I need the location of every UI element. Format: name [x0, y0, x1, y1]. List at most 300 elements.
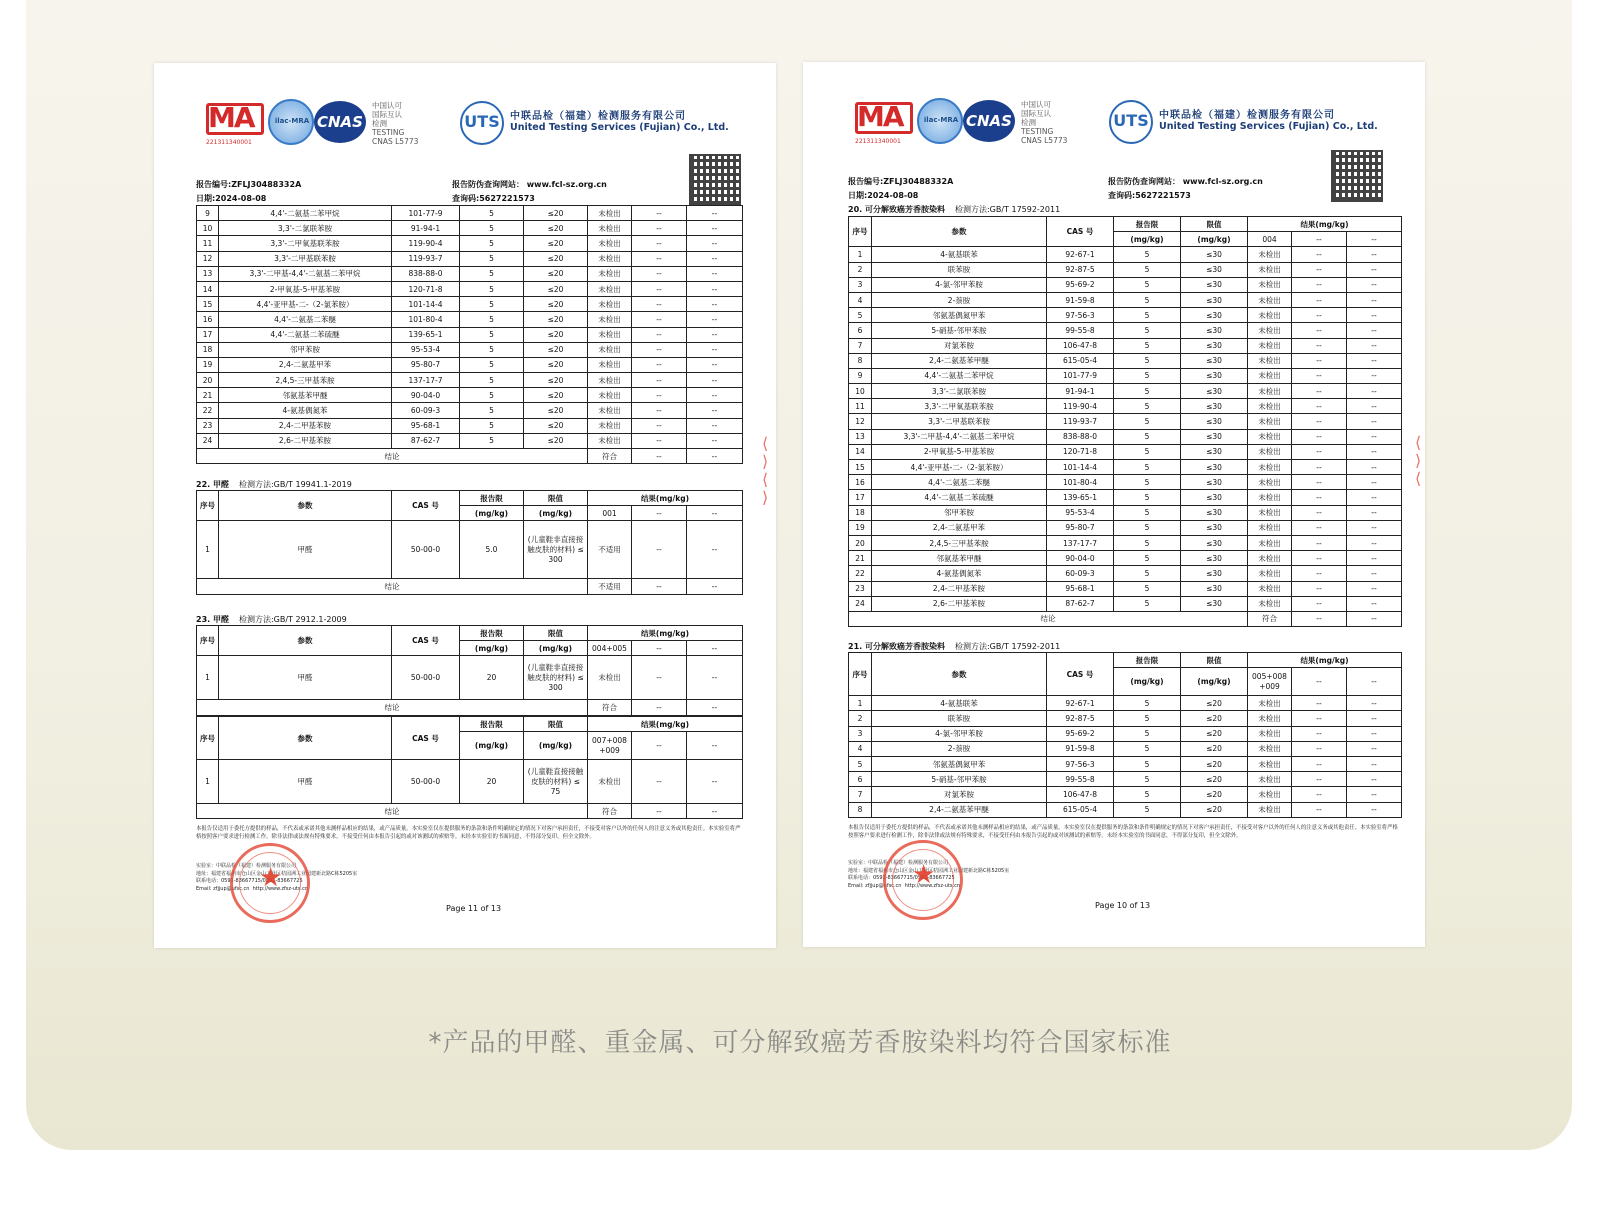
- table-cell: --: [687, 373, 743, 388]
- table-cell: --: [1292, 505, 1347, 520]
- test-report-page-11: [154, 63, 776, 948]
- table-cell: 5: [460, 433, 524, 448]
- table-cell: 18: [197, 342, 219, 357]
- cma-logo: MA 221311340001: [855, 100, 913, 140]
- table-cell: 5: [1114, 490, 1181, 505]
- table-cell: ≤30: [1181, 368, 1248, 383]
- table-cell: 4,4'-亚甲基-二-（2-氯苯胺）: [872, 460, 1047, 475]
- table-cell: ≤30: [1181, 262, 1248, 277]
- table-cell: --: [687, 403, 743, 418]
- table-cell: --: [632, 297, 687, 312]
- table-cell: 5: [460, 403, 524, 418]
- table-cell: ≤20: [524, 251, 588, 266]
- company-name-en: United Testing Services (Fujian) Co., Ltd.: [510, 122, 729, 133]
- table-cell: 5: [460, 312, 524, 327]
- table-cell: 5: [1114, 399, 1181, 414]
- table-cell: 4,4'-二氨基二苯硫醚: [219, 327, 392, 342]
- table-cell: 5: [460, 418, 524, 433]
- table-cell: 3,3'-二甲基-4,4'-二氨基二苯甲烷: [872, 429, 1047, 444]
- table-row: [197, 266, 743, 281]
- table-cell: 92-87-5: [1047, 262, 1114, 277]
- amine-results-table-continued: [196, 205, 743, 464]
- table-cell: ≤30: [1181, 520, 1248, 535]
- table-cell: 17: [849, 490, 872, 505]
- table-cell: 24: [849, 596, 872, 611]
- table-cell: --: [1347, 711, 1402, 726]
- qr-code: [1331, 150, 1383, 202]
- table-cell: 7: [849, 338, 872, 353]
- table-cell: 4,4'-二氨基二苯醚: [219, 312, 392, 327]
- table-cell: --: [1347, 756, 1402, 771]
- table-cell: 5: [1114, 551, 1181, 566]
- section-21-title: 21. 可分解致癌芳香胺染料 检测方法:GB/T 17592-2011: [848, 642, 1061, 651]
- table-cell: ≤20: [524, 266, 588, 281]
- table-cell: 未检出: [1248, 696, 1292, 711]
- table-cell: --: [632, 206, 687, 221]
- table-cell: 5: [460, 342, 524, 357]
- table-cell: --: [1347, 475, 1402, 490]
- table-cell: ≤30: [1181, 247, 1248, 262]
- table-cell: 106-47-8: [1047, 787, 1114, 802]
- table-cell: 95-69-2: [1047, 277, 1114, 292]
- table-cell: --: [1292, 596, 1347, 611]
- table-row: [849, 353, 1402, 368]
- table-cell: --: [1347, 247, 1402, 262]
- table-cell: --: [687, 388, 743, 403]
- table-cell: 7: [849, 787, 872, 802]
- table-cell: 10: [197, 221, 219, 236]
- table-cell: --: [1292, 726, 1347, 741]
- table-cell: --: [1347, 611, 1402, 626]
- table-cell: ≤30: [1181, 399, 1248, 414]
- table-cell: 未检出: [1248, 756, 1292, 771]
- table-row: [197, 297, 743, 312]
- table-row: [849, 756, 1402, 771]
- table-cell: 87-62-7: [392, 433, 460, 448]
- table-cell: 60-09-3: [392, 403, 460, 418]
- conclusion-value: 符合: [588, 449, 632, 464]
- table-cell: 9: [849, 368, 872, 383]
- table-cell: 119-93-7: [392, 251, 460, 266]
- table-cell: 未检出: [588, 236, 632, 251]
- table-cell: 5: [460, 357, 524, 372]
- table-cell: --: [632, 327, 687, 342]
- table-cell: 未检出: [1248, 460, 1292, 475]
- table-cell: 未检出: [1248, 535, 1292, 550]
- table-cell: 4,4'-二氨基二苯甲烷: [872, 368, 1047, 383]
- table-cell: 16: [849, 475, 872, 490]
- table-cell: 未检出: [588, 251, 632, 266]
- table-cell: ≤30: [1181, 384, 1248, 399]
- table-row: [849, 262, 1402, 277]
- table-cell: --: [687, 357, 743, 372]
- table-cell: 20: [197, 373, 219, 388]
- table-cell: 4-氨基偶氮苯: [219, 403, 392, 418]
- table-row: [849, 323, 1402, 338]
- table-cell: 139-65-1: [392, 327, 460, 342]
- table-cell: 95-80-7: [392, 357, 460, 372]
- table-cell: --: [1292, 292, 1347, 307]
- table-cell: 21: [197, 388, 219, 403]
- table-cell: 未检出: [1248, 772, 1292, 787]
- table-cell: 16: [197, 312, 219, 327]
- table-cell: --: [632, 221, 687, 236]
- uts-logo: UTS: [460, 101, 504, 145]
- table-cell: ≤20: [524, 357, 588, 372]
- report-disclaimer: 本报告仅适用于委托方提供的样品，不代表或承诺其他未测样品相应的结果，或产品质量。本实验室仅在提供服务的条款和条件明确规定的情况下对客户承担责任，不接受对客户以外的任何人的注意义务或其他责任。本实验室将严格按照客户要求进行检测工作，除非法律或法规有特殊要求，不接受任何由本报告引起的或对该测试的索赔等。未经本实验室的书面同意，不得部分复印，但全文除外。: [848, 825, 1398, 839]
- table-row: [849, 596, 1402, 611]
- table-cell: --: [1347, 802, 1402, 817]
- table-cell: 11: [849, 399, 872, 414]
- table-cell: 3,3'-二甲氧基联苯胺: [872, 399, 1047, 414]
- table-cell: ≤20: [524, 312, 588, 327]
- table-cell: 未检出: [1248, 566, 1292, 581]
- table-cell: 5: [1114, 802, 1181, 817]
- table-cell: 8: [849, 802, 872, 817]
- table-cell: --: [1292, 787, 1347, 802]
- section-22-title: 22. 甲醛 检测方法:GB/T 19941.1-2019: [196, 480, 352, 489]
- table-row: [197, 206, 743, 221]
- table-cell: --: [687, 433, 743, 448]
- report-header-logos: [855, 98, 1395, 153]
- table-cell: --: [1347, 429, 1402, 444]
- table-row: [197, 251, 743, 266]
- table-cell: 3,3'-二氯联苯胺: [872, 384, 1047, 399]
- table-cell: 邻氨基偶氮甲苯: [872, 756, 1047, 771]
- table-cell: 24: [197, 433, 219, 448]
- table-cell: 5: [1114, 696, 1181, 711]
- table-cell: 615-05-4: [1047, 353, 1114, 368]
- table-cell: --: [1347, 741, 1402, 756]
- verify-site: 报告防伪查询网站： www.fcl-sz.org.cn: [1108, 177, 1263, 186]
- table-cell: --: [1292, 611, 1347, 626]
- table-cell: 99-55-8: [1047, 323, 1114, 338]
- table-cell: 13: [197, 266, 219, 281]
- table-cell: --: [687, 327, 743, 342]
- table-cell: 22: [849, 566, 872, 581]
- table-cell: 未检出: [1248, 711, 1292, 726]
- table-cell: 5: [1114, 277, 1181, 292]
- report-disclaimer: 本报告仅适用于委托方提供的样品，不代表或承诺其他未测样品相应的结果，或产品质量。本实验室仅在提供服务的条款和条件明确规定的情况下对客户承担责任，不接受对客户以外的任何人的注意义务或其他责任。本实验室将严格按照客户要求进行检测工作，除非法律或法规有特殊要求，不接受任何由本报告引起的或对该测试的索赔等。未经本实验室的书面同意，不得部分复印，但全文除外。: [196, 826, 741, 840]
- table-cell: --: [687, 251, 743, 266]
- table-cell: ≤20: [1181, 756, 1248, 771]
- table-cell: 未检出: [1248, 741, 1292, 756]
- table-cell: 未检出: [588, 312, 632, 327]
- table-cell: --: [687, 236, 743, 251]
- table-cell: 17: [197, 327, 219, 342]
- company-name-cn: 中联品检（福建）检测服务有限公司: [510, 111, 686, 122]
- table-cell: 95-69-2: [1047, 726, 1114, 741]
- table-cell: --: [687, 342, 743, 357]
- table-cell: 97-56-3: [1047, 756, 1114, 771]
- table-cell: 5: [1114, 338, 1181, 353]
- table-cell: 未检出: [588, 327, 632, 342]
- table-cell: 5: [1114, 262, 1181, 277]
- table-cell: 5: [1114, 368, 1181, 383]
- table-cell: 5: [1114, 711, 1181, 726]
- table-cell: 未检出: [588, 403, 632, 418]
- table-cell: 615-05-4: [1047, 802, 1114, 817]
- table-cell: --: [1347, 696, 1402, 711]
- table-cell: ≤20: [524, 281, 588, 296]
- table-row: [849, 505, 1402, 520]
- table-cell: --: [632, 388, 687, 403]
- table-cell: 119-93-7: [1047, 414, 1114, 429]
- table-cell: --: [687, 281, 743, 296]
- cnas-caption: 中国认可 国际互认 检测 TESTING CNAS L5773: [1021, 100, 1068, 145]
- table-cell: --: [632, 251, 687, 266]
- conclusion-row: [197, 449, 743, 464]
- table-cell: 未检出: [1248, 338, 1292, 353]
- table-cell: 2-甲氧基-5-甲基苯胺: [872, 444, 1047, 459]
- table-cell: --: [1292, 802, 1347, 817]
- edge-seal-stamp: ⟨ ⟩ ⟨ ⟩: [762, 434, 769, 507]
- table-cell: 5: [460, 221, 524, 236]
- table-cell: ≤20: [1181, 772, 1248, 787]
- table-row: [849, 551, 1402, 566]
- table-cell: 19: [849, 520, 872, 535]
- table-cell: --: [1347, 308, 1402, 323]
- table-cell: 10: [849, 384, 872, 399]
- table-cell: --: [1347, 566, 1402, 581]
- table-cell: 5: [1114, 353, 1181, 368]
- table-cell: --: [1292, 551, 1347, 566]
- table-cell: 5: [1114, 787, 1181, 802]
- table-cell: --: [1292, 711, 1347, 726]
- table-cell: --: [1292, 475, 1347, 490]
- report-number: 报告编号:ZFLJ30488332A: [848, 177, 954, 186]
- verify-site: 报告防伪查询网站： www.fcl-sz.org.cn: [452, 180, 607, 189]
- table-cell: 5: [460, 281, 524, 296]
- table-cell: 5: [460, 206, 524, 221]
- table-cell: 106-47-8: [1047, 338, 1114, 353]
- table-cell: ≤30: [1181, 581, 1248, 596]
- table-cell: 5: [460, 327, 524, 342]
- table-cell: 2,4-二甲基苯胺: [872, 581, 1047, 596]
- table-cell: ≤30: [1181, 277, 1248, 292]
- table-cell: --: [687, 206, 743, 221]
- table-cell: --: [1292, 696, 1347, 711]
- table-cell: --: [1292, 520, 1347, 535]
- table-cell: 4-氯-邻甲苯胺: [872, 277, 1047, 292]
- table-cell: --: [632, 449, 687, 464]
- table-cell: 92-67-1: [1047, 247, 1114, 262]
- table-cell: --: [1292, 460, 1347, 475]
- table-cell: ≤30: [1181, 460, 1248, 475]
- table-cell: ≤20: [524, 297, 588, 312]
- table-cell: 91-59-8: [1047, 292, 1114, 307]
- table-cell: 101-14-4: [392, 297, 460, 312]
- table-cell: 14: [849, 444, 872, 459]
- table-row: [197, 433, 743, 448]
- table-cell: 未检出: [588, 373, 632, 388]
- table-cell: 90-04-0: [1047, 551, 1114, 566]
- table-cell: ≤30: [1181, 566, 1248, 581]
- table-cell: 101-14-4: [1047, 460, 1114, 475]
- table-cell: 5: [1114, 772, 1181, 787]
- table-cell: 未检出: [1248, 444, 1292, 459]
- table-row: [849, 277, 1402, 292]
- table-cell: 5: [849, 756, 872, 771]
- table-cell: 2,4-二甲基苯胺: [219, 418, 392, 433]
- qr-code: [689, 154, 741, 206]
- table-cell: ≤20: [1181, 741, 1248, 756]
- lab-address: 实验室：中联品检（福建）检测服务有限公司 地址：福建省福州市仓山区金山工业区桔园洲工业园建新北路C栋5205室 联系电话：0591-83667715/0591-83667725 Email: zfjjup@ufsc.cn http://www.zfsz-uts.cn: [848, 860, 1010, 889]
- table-cell: 2: [849, 262, 872, 277]
- table-cell: --: [1347, 353, 1402, 368]
- table-cell: 8: [849, 353, 872, 368]
- table-cell: 5: [849, 308, 872, 323]
- table-cell: 9: [197, 206, 219, 221]
- table-row: [197, 357, 743, 372]
- table-cell: 20: [849, 535, 872, 550]
- table-cell: 2,4,5-三甲基苯胺: [872, 535, 1047, 550]
- table-cell: --: [1347, 726, 1402, 741]
- conclusion-row: [849, 611, 1402, 626]
- table-row: [197, 236, 743, 251]
- table-cell: --: [1292, 384, 1347, 399]
- table-cell: ≤20: [1181, 802, 1248, 817]
- table-cell: 5: [1114, 414, 1181, 429]
- compliance-caption: *产品的甲醛、重金属、可分解致癌芳香胺染料均符合国家标准: [428, 1028, 1172, 1058]
- table-cell: 4,4'-亚甲基-二-（2-氯苯胺）: [219, 297, 392, 312]
- table-cell: 19: [197, 357, 219, 372]
- table-cell: 15: [849, 460, 872, 475]
- table-cell: --: [1292, 581, 1347, 596]
- table-cell: 15: [197, 297, 219, 312]
- table-cell: --: [632, 266, 687, 281]
- table-cell: 5: [460, 373, 524, 388]
- table-cell: --: [632, 312, 687, 327]
- report-date: 日期:2024-08-08: [848, 191, 919, 200]
- table-cell: 未检出: [588, 281, 632, 296]
- table-cell: --: [1292, 338, 1347, 353]
- table-cell: 91-94-1: [1047, 384, 1114, 399]
- table-cell: 5: [1114, 596, 1181, 611]
- table-cell: --: [1347, 277, 1402, 292]
- table-cell: --: [632, 433, 687, 448]
- table-row: [849, 338, 1402, 353]
- table-cell: 91-94-1: [392, 221, 460, 236]
- table-cell: 4-氨基联苯: [872, 247, 1047, 262]
- table-cell: 5: [1114, 520, 1181, 535]
- table-cell: 22: [197, 403, 219, 418]
- table-cell: --: [1347, 551, 1402, 566]
- table-cell: 101-80-4: [392, 312, 460, 327]
- table-cell: --: [1347, 505, 1402, 520]
- table-cell: --: [1292, 490, 1347, 505]
- verify-code: 查询码:5627221573: [452, 194, 535, 203]
- table-row: [849, 414, 1402, 429]
- table-cell: 2,4-二氨基甲苯: [872, 520, 1047, 535]
- table-cell: 120-71-8: [392, 281, 460, 296]
- table-cell: 未检出: [1248, 787, 1292, 802]
- table-cell: 14: [197, 281, 219, 296]
- table-row: [849, 566, 1402, 581]
- table-cell: 5: [1114, 429, 1181, 444]
- table-cell: 4: [849, 741, 872, 756]
- table-cell: 未检出: [588, 206, 632, 221]
- table-cell: 119-90-4: [392, 236, 460, 251]
- table-cell: --: [687, 418, 743, 433]
- table-cell: --: [1292, 368, 1347, 383]
- table-cell: --: [687, 266, 743, 281]
- table-cell: 101-80-4: [1047, 475, 1114, 490]
- table-row: [849, 772, 1402, 787]
- table-cell: --: [1347, 596, 1402, 611]
- table-cell: 5: [1114, 741, 1181, 756]
- formaldehyde-table-23b: 序号 参数 CAS 号 报告限 限值 结果(mg/kg) (mg/kg) (mg/kg) 007+008 +009 -- -- 1 甲醛 50-00-0 20 (儿童鞋直接接触皮肤的材料) ≤ 75 未检出 -- -- 结论 符合 -- --: [196, 716, 743, 819]
- table-cell: 6: [849, 772, 872, 787]
- table-cell: 未检出: [588, 266, 632, 281]
- table-cell: --: [1292, 429, 1347, 444]
- table-cell: 137-17-7: [1047, 535, 1114, 550]
- table-cell: 3: [849, 726, 872, 741]
- table-cell: ≤20: [524, 221, 588, 236]
- table-cell: 838-88-0: [392, 266, 460, 281]
- conclusion-value: 符合: [1248, 611, 1292, 626]
- table-cell: 未检出: [1248, 308, 1292, 323]
- table-cell: --: [687, 221, 743, 236]
- table-cell: 92-67-1: [1047, 696, 1114, 711]
- table-row: [849, 399, 1402, 414]
- table-cell: ≤20: [1181, 726, 1248, 741]
- table-cell: ≤30: [1181, 505, 1248, 520]
- table-cell: 5: [1114, 566, 1181, 581]
- table-cell: --: [632, 418, 687, 433]
- table-cell: 5-硝基-邻甲苯胺: [872, 772, 1047, 787]
- table-row: [849, 741, 1402, 756]
- table-row: [197, 388, 743, 403]
- amine-results-table-20: 序号 参数 CAS 号 报告限 限值 结果(mg/kg) (mg/kg) (mg/kg) 004 -- -- 1 4-氨基联苯 92-67-1 5 ≤30 未检出 -- -- 2 联苯胺 92-87-5 5 ≤30 未检出 -- -- 3 4-氯-邻甲苯胺 95-69-2 5 ≤30 未检出 -- -- 4 2-萘胺 91-59-8 5 ≤30 未检出 -- -- 5 邻氨基偶氮甲苯 97-56-3 5 ≤30 未检出 -- -- 6 5-硝基-邻甲苯胺 99-55-8 5 ≤30 未检出 -- -- 7 对氯苯胺 106-47-8 5 ≤30 未检出 -- -- 8 2,4-二氨基苯甲醚 615-05-4 5 ≤30 未检出 -- -- 9 4,4'-二氨基二苯甲烷 101-77-9 5 ≤30 未检出 -- -- 10 3,3'-二氯联苯胺 91-94-1 5 ≤30 未检出 -- -- 11 3,3'-二甲氧基联苯胺 119-90-4 5 ≤30 未检出 -- -- 12 3,3'-二甲基联苯胺 119-93-7 5 ≤30 未检出 -- -- 13 3,3'-二甲基-4,4'-二氨基二苯甲烷 838-88-0 5 ≤30 未检出 -- -- 14 2-甲氧基-5-甲基苯胺 120-71-8 5 ≤30 未检出 -- -- 15 4,4'-亚甲基-二-（2-氯苯胺） 101-14-4 5 ≤30 未检出 -- -- 16 4,4'-二氨基二苯醚 101-80-4 5 ≤30 未检出 -- -- 17 4,4'-二氨基二苯硫醚 139-65-1 5 ≤30 未检出 -- -- 18 邻甲苯胺 95-53-4 5 ≤30 未检出 -- -- 19 2,4-二氨基甲苯 95-80-7 5 ≤30 未检出 -- -- 20 2,4,5-三甲基苯胺 137-17-7 5 ≤30 未检出 -- -- 21 邻氨基苯甲醚 90-04-0 5 ≤30 未检出 -- -- 22 4-氨基偶氮苯 60-09-3 5 ≤30 未检出 -- -- 23 2,4-二甲基苯胺 95-68-1 5 ≤30 未检出 -- -- 24 2,6-二甲基苯胺 87-62-7 5 ≤30 未检出 -- -- 结论 符合 -- --: [848, 216, 1402, 627]
- table-cell: 联苯胺: [872, 262, 1047, 277]
- table-cell: --: [687, 312, 743, 327]
- table-cell: --: [632, 281, 687, 296]
- table-cell: --: [1292, 399, 1347, 414]
- table-cell: ≤30: [1181, 551, 1248, 566]
- table-cell: ≤30: [1181, 490, 1248, 505]
- table-cell: 2,4,5-三甲基苯胺: [219, 373, 392, 388]
- table-cell: 对氯苯胺: [872, 787, 1047, 802]
- table-cell: 4,4'-二氨基二苯甲烷: [219, 206, 392, 221]
- table-cell: --: [687, 297, 743, 312]
- table-cell: --: [1292, 262, 1347, 277]
- table-row: [197, 327, 743, 342]
- table-cell: 未检出: [1248, 414, 1292, 429]
- table-cell: 137-17-7: [392, 373, 460, 388]
- table-cell: 120-71-8: [1047, 444, 1114, 459]
- table-row: [849, 726, 1402, 741]
- table-cell: 6: [849, 323, 872, 338]
- report-number: 报告编号:ZFLJ30488332A: [196, 180, 302, 189]
- conclusion-label: 结论: [849, 611, 1248, 626]
- table-cell: ≤20: [524, 403, 588, 418]
- table-cell: --: [1292, 772, 1347, 787]
- table-cell: ≤30: [1181, 338, 1248, 353]
- table-cell: 2,4-二氨基甲苯: [219, 357, 392, 372]
- company-seal-stamp: ★: [230, 843, 310, 923]
- table-row: [849, 696, 1402, 711]
- uts-logo: UTS: [1109, 100, 1153, 144]
- table-cell: 2-甲氧基-5-甲基苯胺: [219, 281, 392, 296]
- table-cell: ≤20: [524, 236, 588, 251]
- table-cell: 1: [849, 696, 872, 711]
- page-number: Page 10 of 13: [1095, 901, 1151, 910]
- table-cell: 2-萘胺: [872, 292, 1047, 307]
- table-cell: 99-55-8: [1047, 772, 1114, 787]
- table-cell: ≤30: [1181, 323, 1248, 338]
- table-cell: ≤30: [1181, 429, 1248, 444]
